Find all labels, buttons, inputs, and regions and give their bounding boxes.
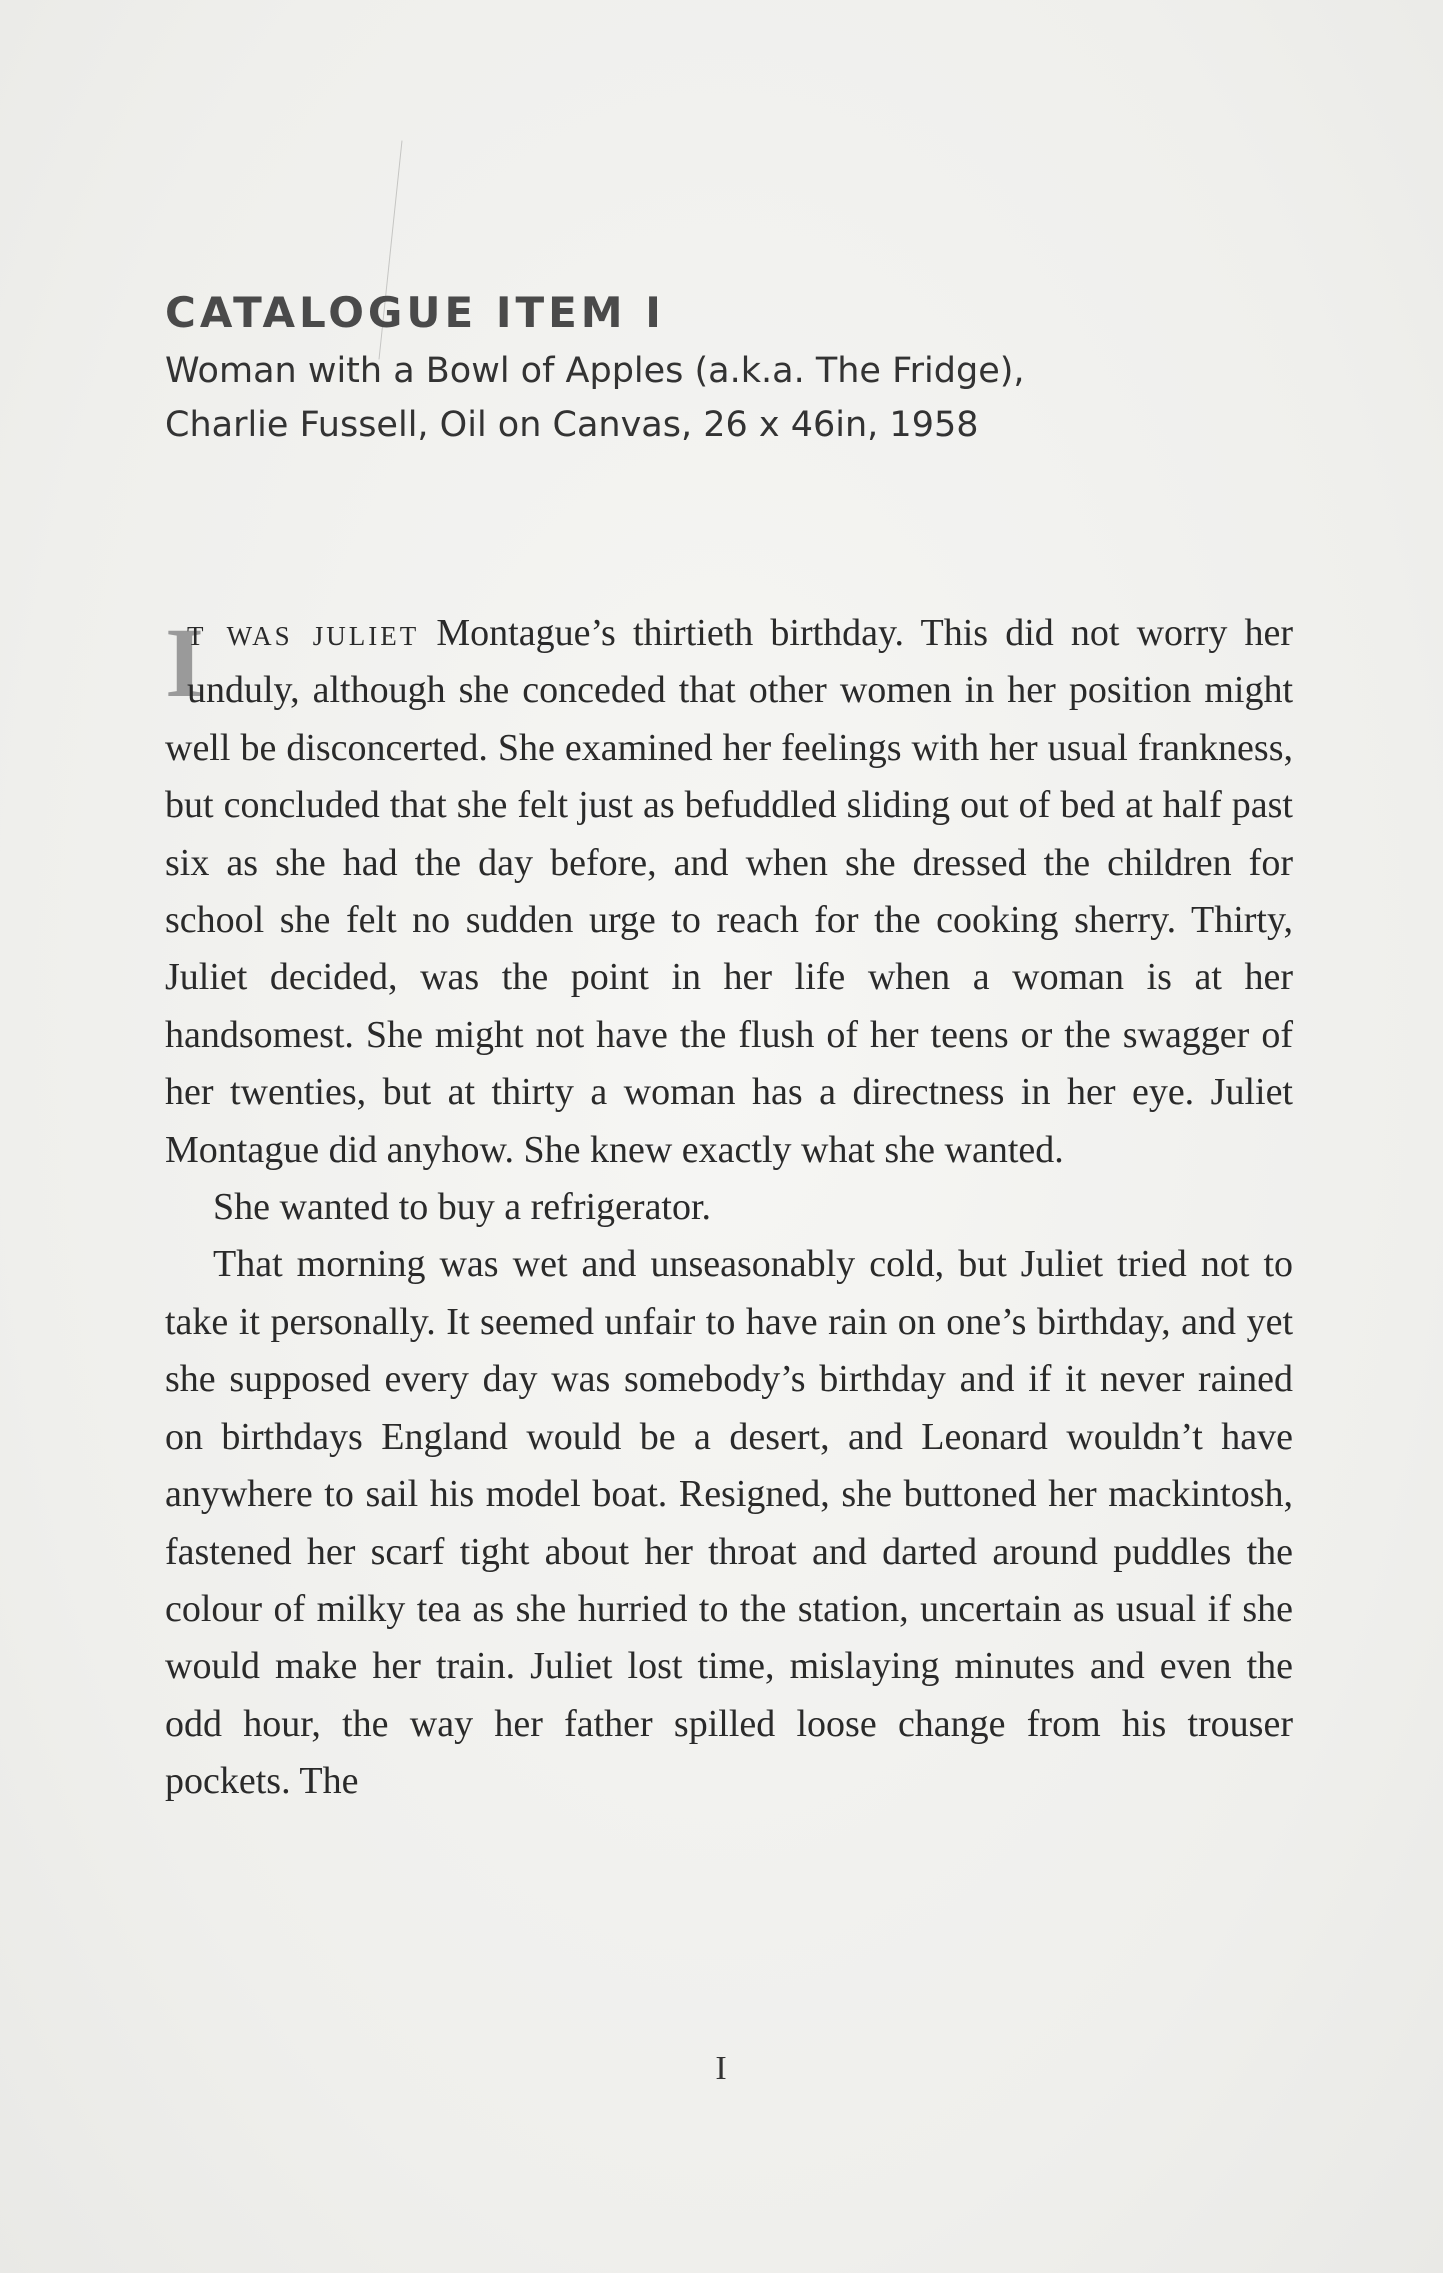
catalogue-heading: CATALOGUE ITEM I	[165, 288, 665, 337]
catalogue-header	[165, 288, 1295, 452]
paragraph-2: She wanted to buy a refrigerator.	[213, 1186, 712, 1229]
artwork-details-line: Charlie Fussell, Oil on Canvas, 26 x 46in, 1958	[165, 405, 979, 446]
artwork-title-line: Woman with a Bowl of Apples (a.k.a. The Fridge),	[165, 351, 1025, 392]
drop-cap: I	[165, 607, 204, 718]
paragraph-1-text: Montague’s thirtieth birthday. This did not worry her unduly, although she conceded that other women in her position might well be disconcerted. She examined her feelings with her usual frankness, but concluded that she felt just as befuddled sliding out of bed at half past six as she had the day before, and when she dressed the children for school she felt no sudden urge to reach for the cooking sherry. Thirty, Juliet decided, was the point in her life when a woman is at her handsomest. She might not have the flush of her teens or the swagger of her twenties, but at thirty a woman has a directness in her eye. Juliet Montague did anyhow. She knew exactly what she wanted.	[165, 612, 1293, 1171]
page-number: I	[715, 2050, 728, 2087]
opening-small-caps: t was juliet	[187, 612, 420, 654]
paragraph-1	[165, 605, 1293, 1179]
paragraph-3: That morning was wet and unseasonably cold, but Juliet tried not to take it personally. It seemed unfair to have rain on one’s birthday, and yet she supposed every day was somebody’s birthday and if it never rained on birthdays England would be a desert, and Leonard wouldn’t have anywhere to sail his model boat. Resigned, she buttoned her mackintosh, fastened her scarf tight about her throat and darted around puddles the colour of milky tea as she hurried to the station, uncertain as usual if she would make her train. Juliet lost time, mislaying minutes and even the odd hour, the way her father spilled loose change from his trouser pockets. The	[165, 1243, 1293, 1803]
chapter-body	[165, 605, 1293, 1811]
